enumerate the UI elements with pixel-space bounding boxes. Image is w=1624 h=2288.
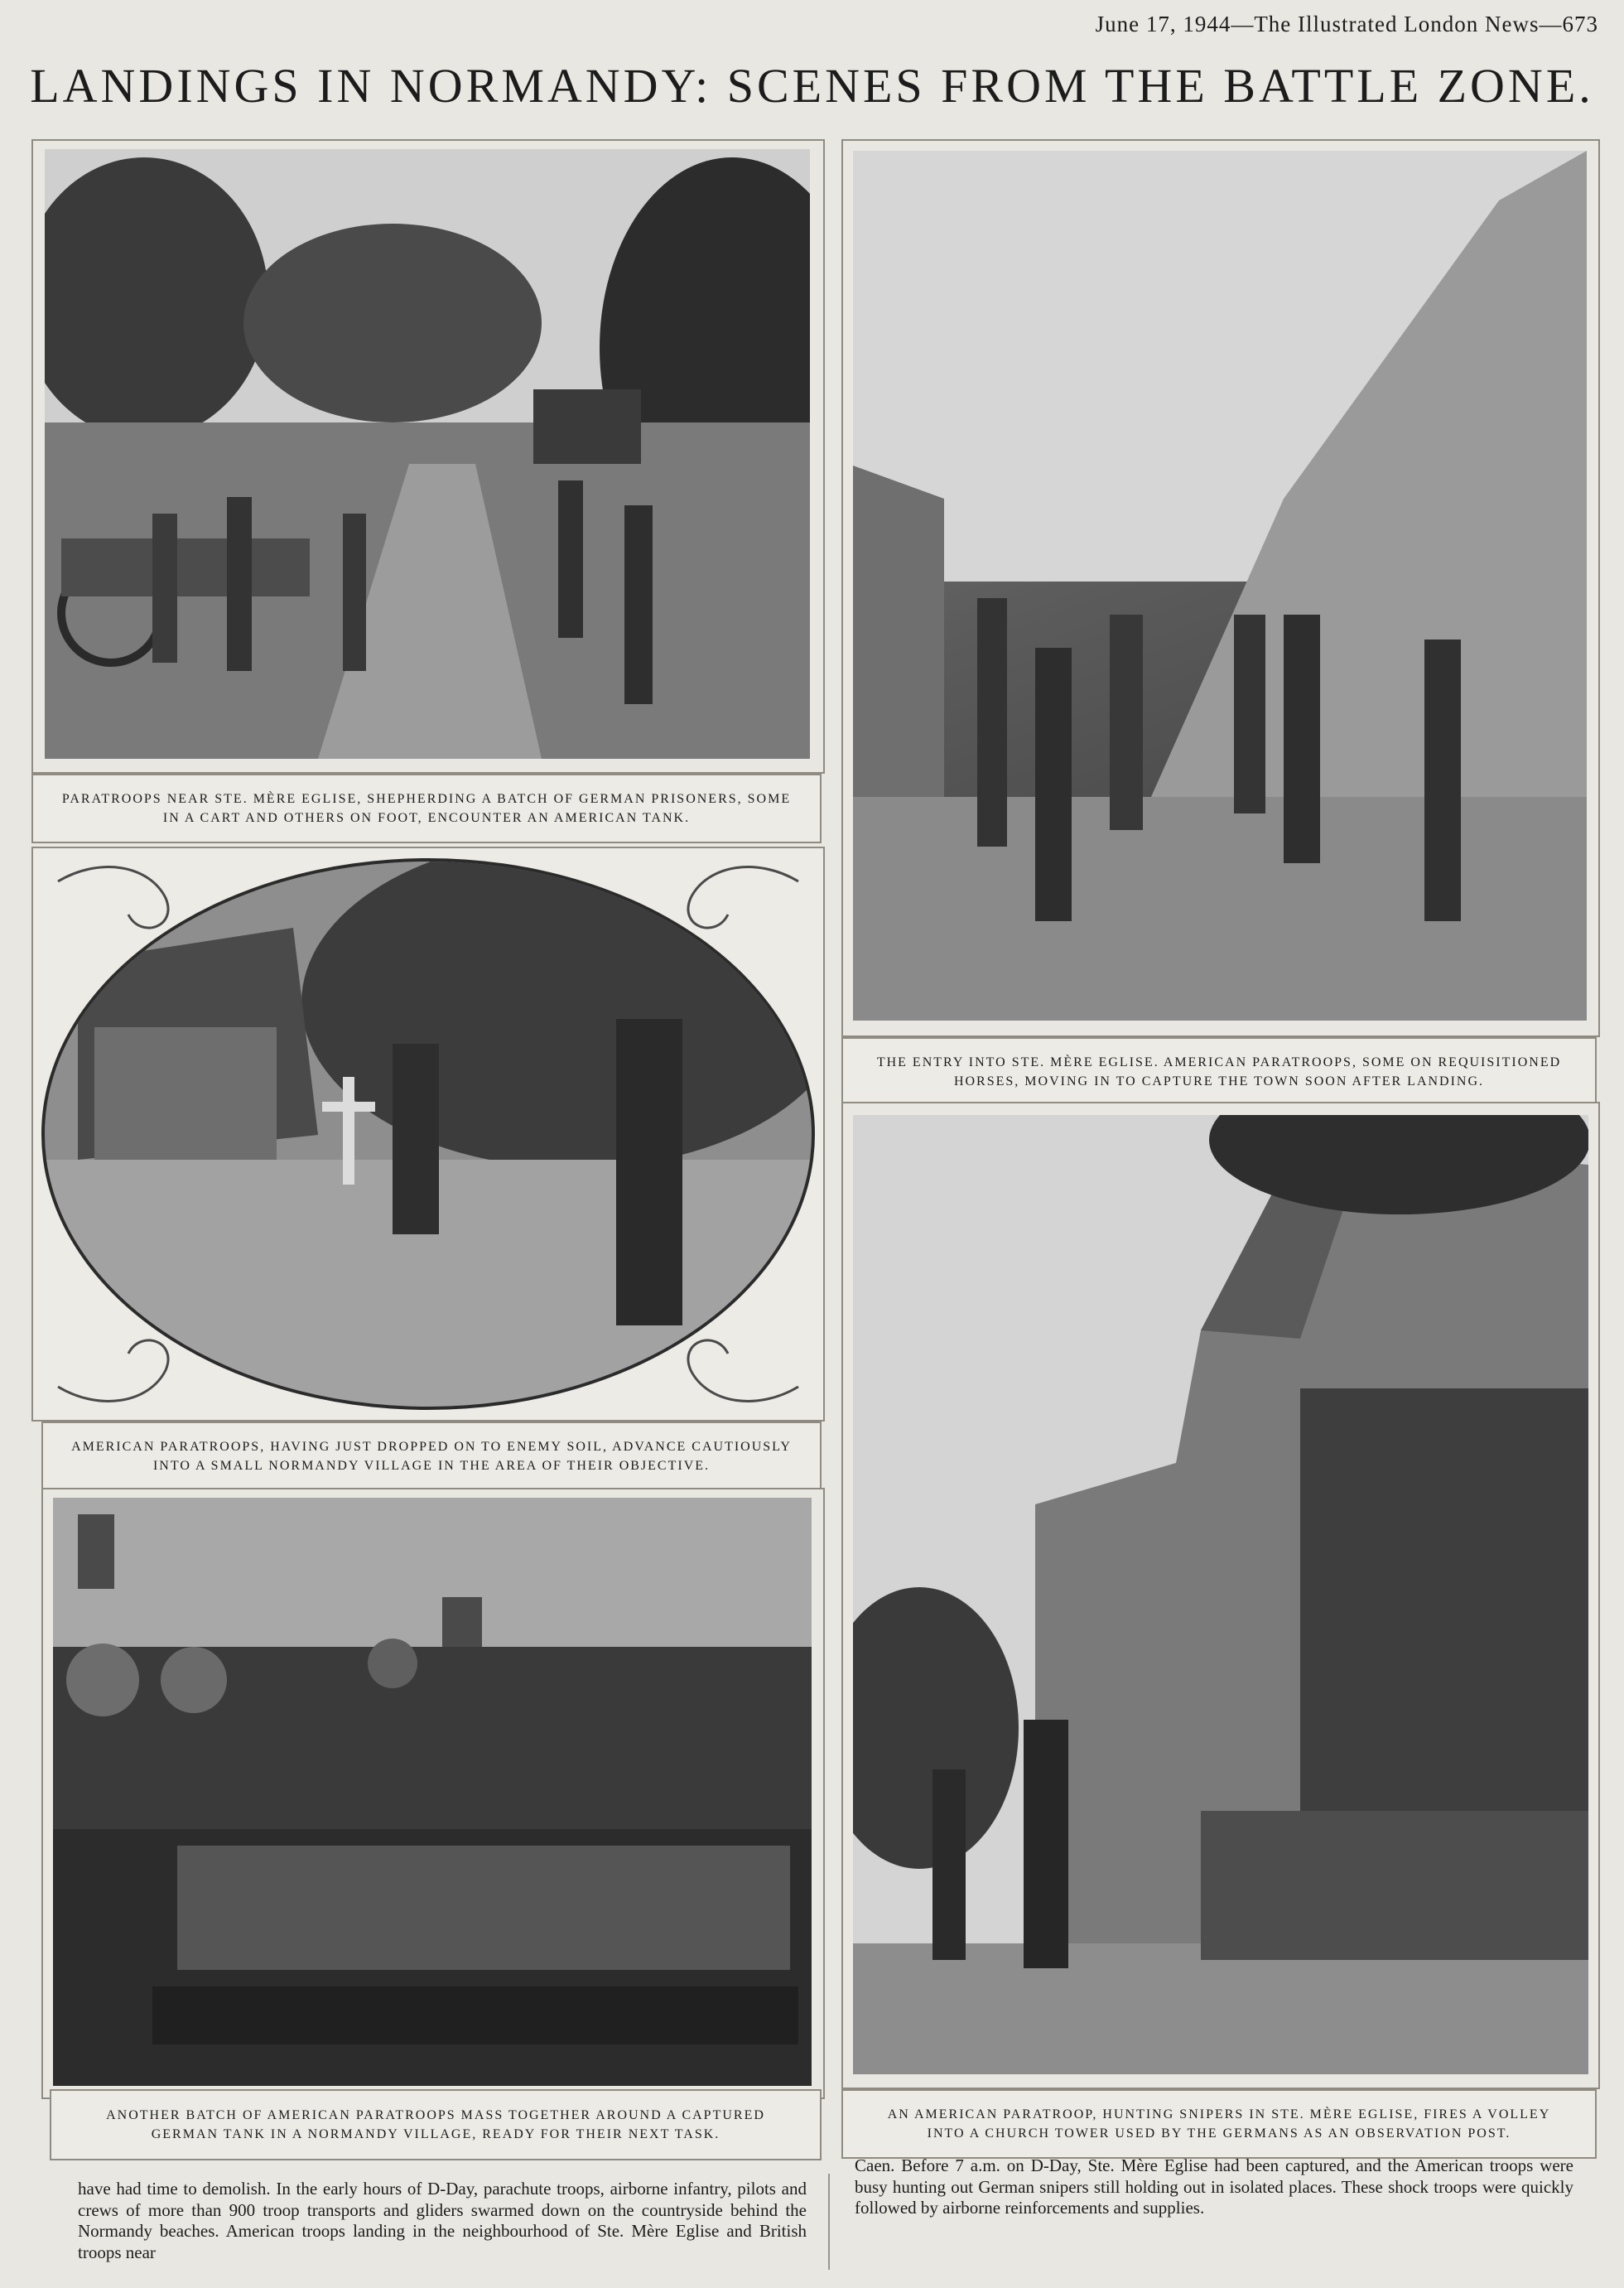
photo-church-sniper <box>853 1115 1588 2074</box>
photo-frame-church <box>841 1102 1600 2089</box>
article-left-column: have had time to demolish. In the early hours of D-Day, parachute troops, airborne infantry, pilots and crews of more than 900 troop transports and gliders swarmed down on the countryside behind the Normandy beaches. American troops landing in the neighbourhood of Ste. Mère Eglise and British troops near <box>78 2179 807 2262</box>
photo-village-illustration <box>45 862 812 1407</box>
photo-frame-entry <box>841 139 1600 1037</box>
caption-village: AMERICAN PARATROOPS, HAVING JUST DROPPED ON TO ENEMY SOIL, ADVANCE CAUTIOUSLY INTO A SMALL NORMANDY VILLAGE IN THE AREA OF THEIR OBJECTIVE. <box>41 1422 822 1491</box>
caption-captured-tank: ANOTHER BATCH OF AMERICAN PARATROOPS MASS TOGETHER AROUND A CAPTURED GERMAN TANK IN A NORMANDY VILLAGE, READY FOR THEIR NEXT TASK. <box>50 2089 822 2160</box>
photo-prisoners-illustration <box>45 149 810 759</box>
column-divider <box>828 2174 830 2270</box>
photo-frame-prisoners <box>31 139 825 774</box>
caption-entry: THE ENTRY INTO STE. MÈRE EGLISE. AMERICAN PARATROOPS, SOME ON REQUISITIONED HORSES, MOVING IN TO CAPTURE THE TOWN SOON AFTER LANDING. <box>841 1037 1597 1107</box>
photo-village-advance <box>41 858 815 1410</box>
photo-tank-illustration <box>53 1498 812 2086</box>
page-headline: LANDINGS IN NORMANDY: SCENES FROM THE BATTLE ZONE. <box>30 59 1594 113</box>
photo-frame-village-oval <box>31 847 825 1422</box>
photo-entry-town <box>853 151 1587 1021</box>
caption-prisoners: PARATROOPS NEAR STE. MÈRE EGLISE, SHEPHERDING A BATCH OF GERMAN PRISONERS, SOME IN A CART AND OTHERS ON FOOT, ENCOUNTER AN AMERICAN TANK. <box>31 774 822 843</box>
photo-frame-captured-tank <box>41 1488 825 2099</box>
caption-church: AN AMERICAN PARATROOP, HUNTING SNIPERS IN STE. MÈRE EGLISE, FIRES A VOLLEY INTO A CHURCH TOWER USED BY THE GERMANS AS AN OBSERVATION POST. <box>841 2089 1597 2159</box>
photo-church-illustration <box>853 1115 1588 2074</box>
photo-captured-tank <box>53 1498 812 2086</box>
article-right-column: Caen. Before 7 a.m. on D-Day, Ste. Mère Eglise had been captured, and the American troops were busy hunting out German snipers still holding out in isolated places. These shock troops were quickly followed by airborne reinforcements and supplies. <box>855 2155 1573 2218</box>
photo-entry-illustration <box>853 151 1587 1021</box>
running-header: June 17, 1944—The Illustrated London News—673 <box>1095 12 1598 36</box>
photo-prisoners-tank <box>45 149 810 759</box>
